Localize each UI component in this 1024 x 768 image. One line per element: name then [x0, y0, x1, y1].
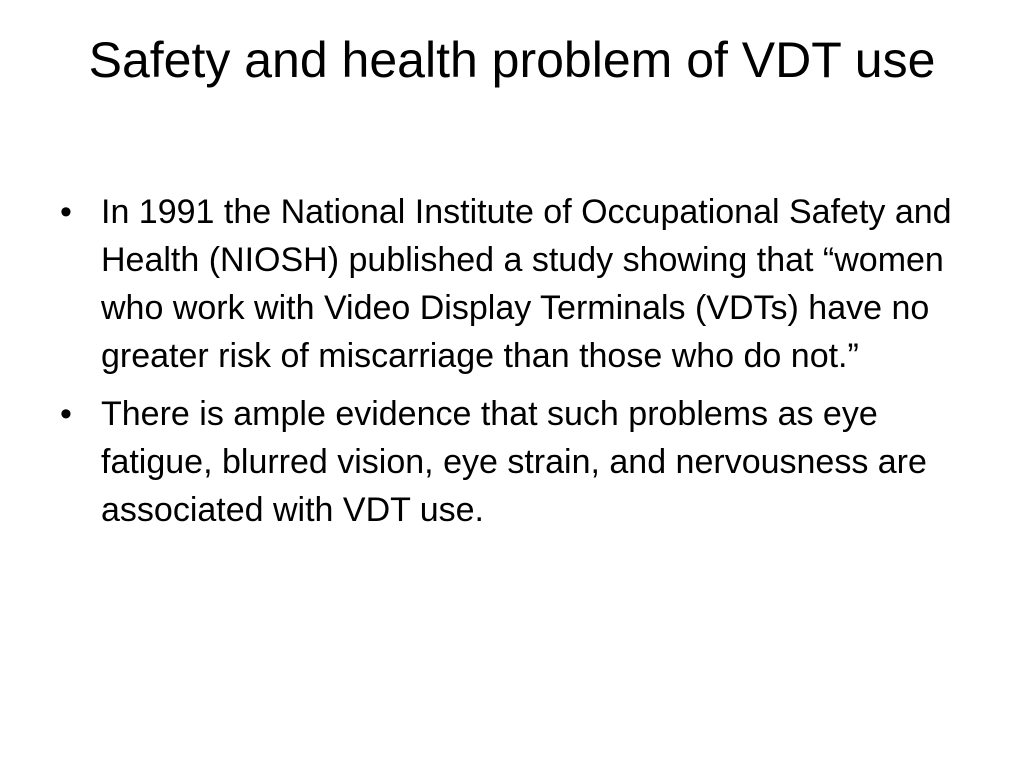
bullet-item	[58, 188, 978, 380]
bullet-list	[58, 188, 978, 544]
bullet-text: There is ample evidence that such problems as eye fatigue, blurred vision, eye strain, and nervousness are associated with VDT use.	[101, 395, 927, 529]
slide-title: Safety and health problem of VDT use	[88, 32, 936, 88]
bullet-item	[58, 390, 978, 534]
bullet-icon: •	[60, 395, 72, 433]
bullet-icon: •	[60, 193, 72, 231]
bullet-text: In 1991 the National Institute of Occupational Safety and Health (NIOSH) published a study showing that “women who work with Video Display Terminals (VDTs) have no greater risk of miscarriage than those who do not.”	[101, 193, 952, 375]
